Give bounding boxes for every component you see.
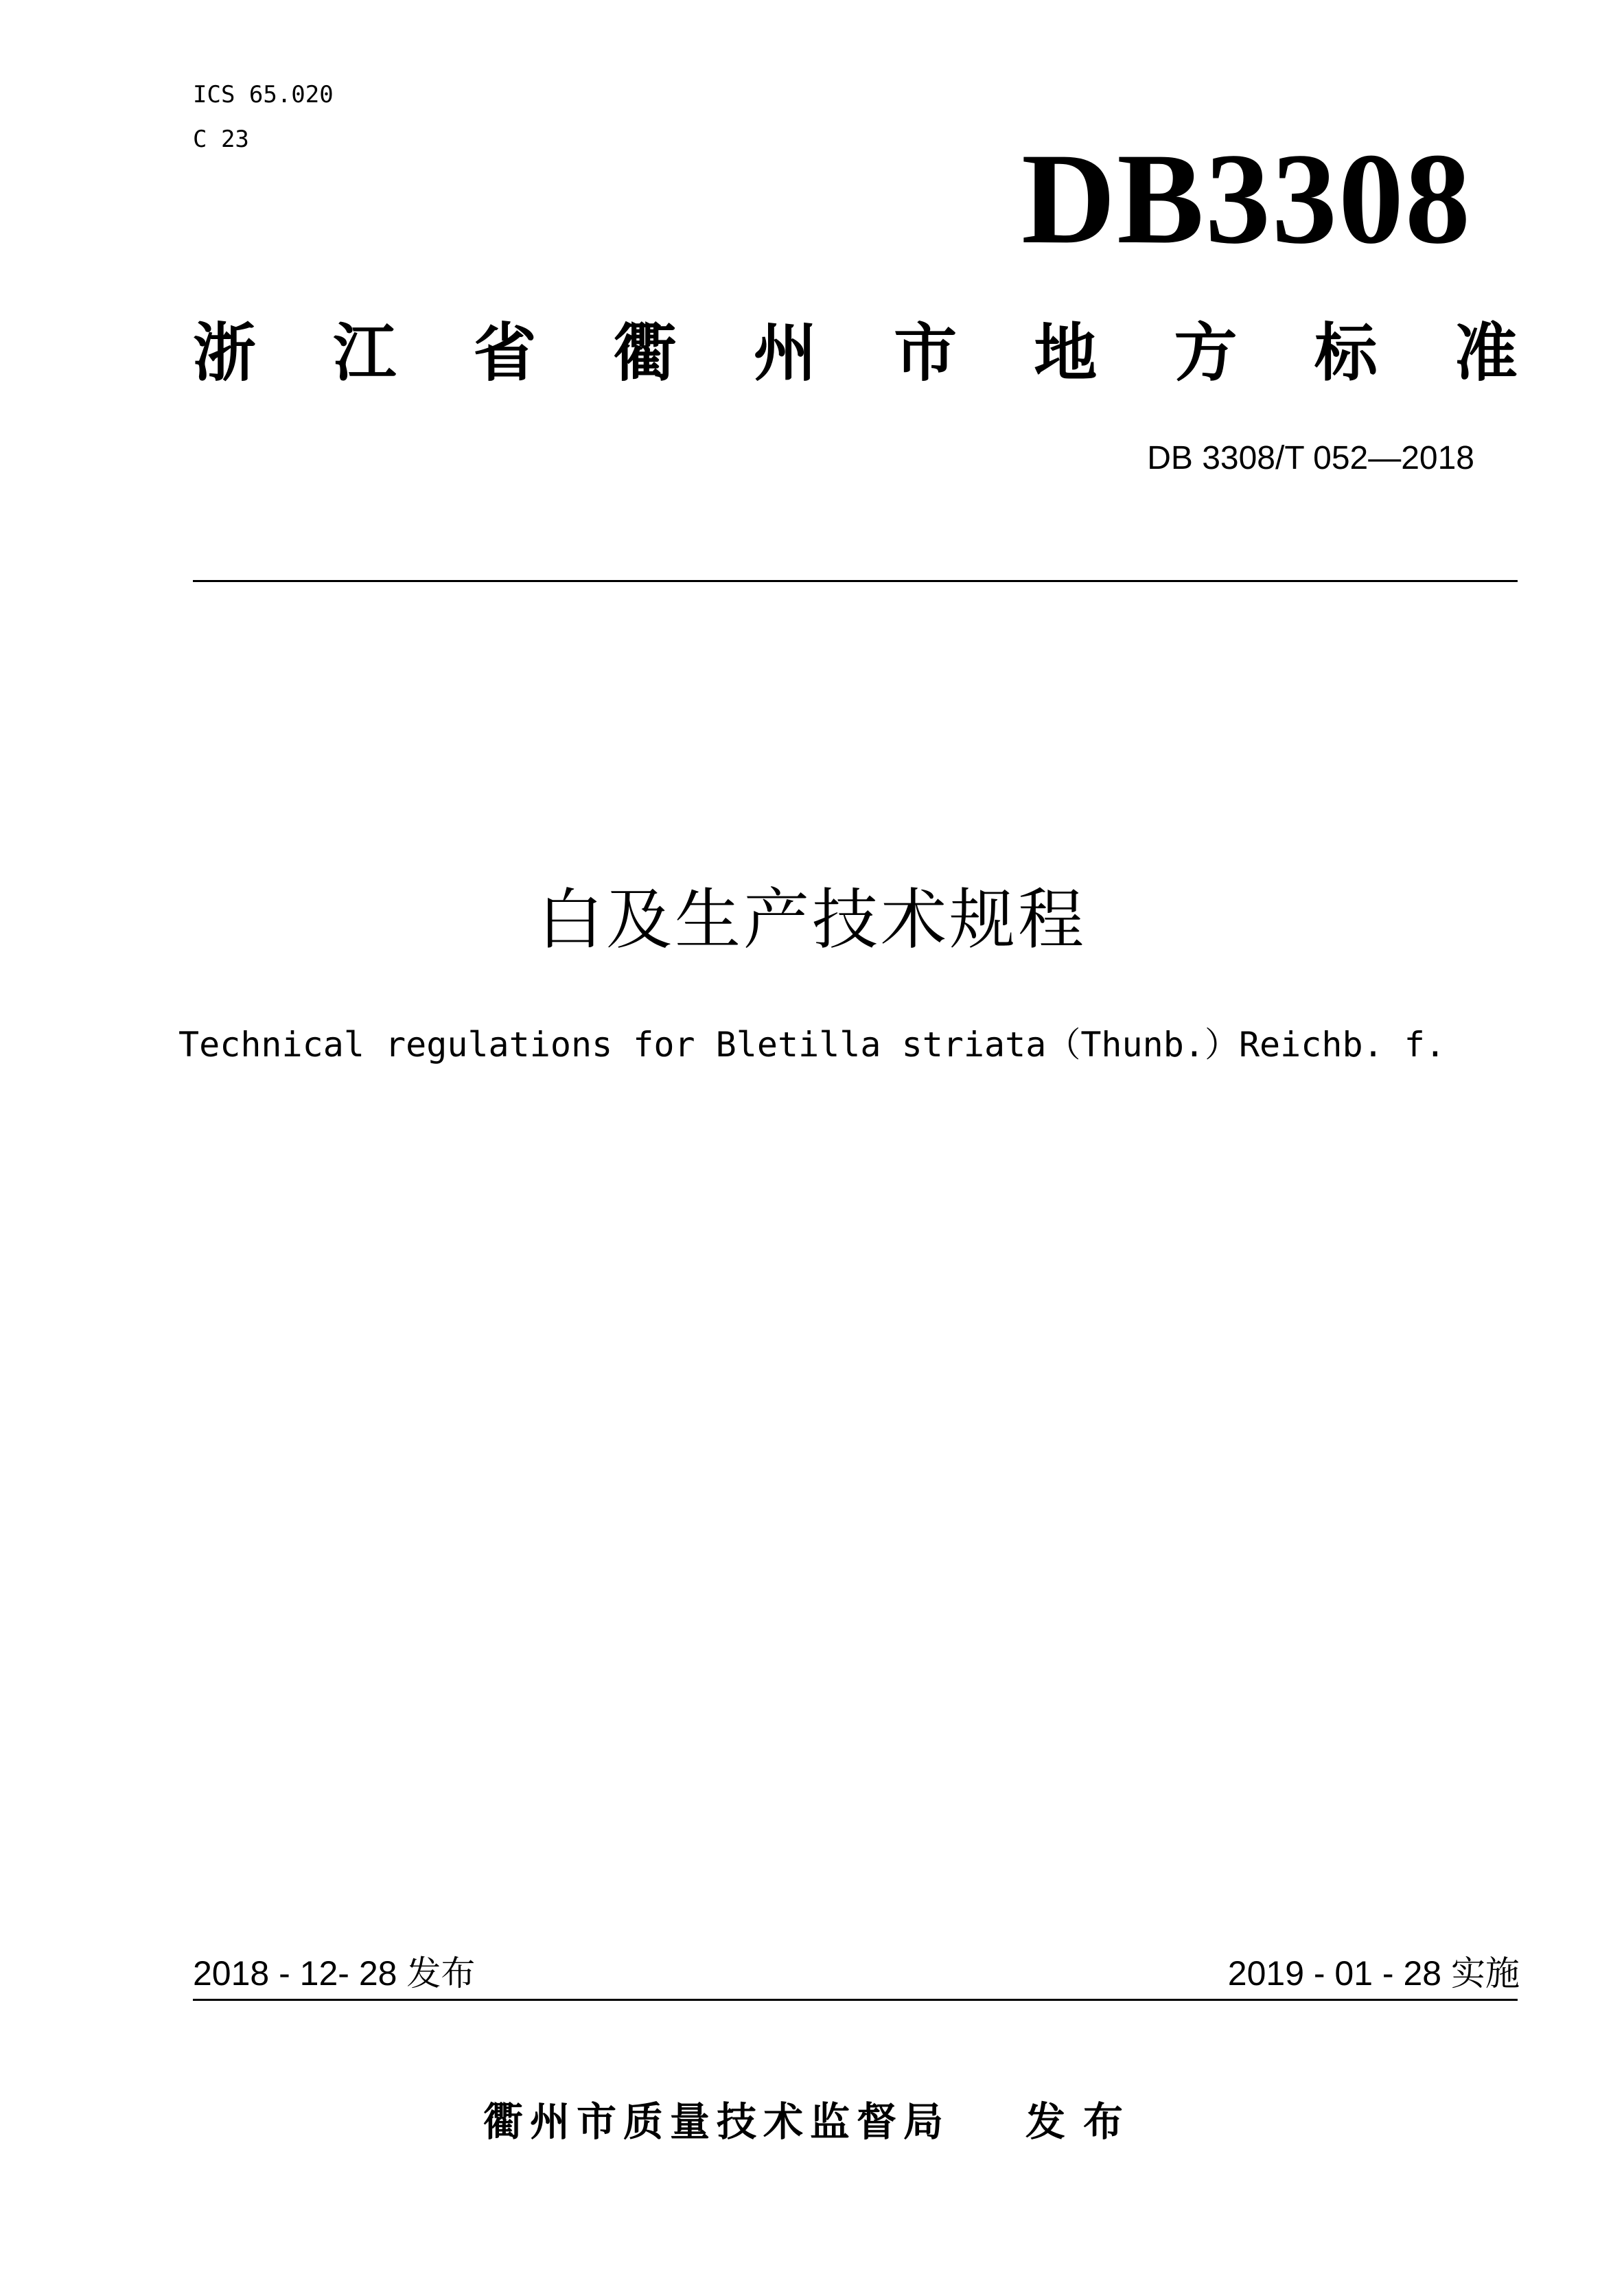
standard-type-char: 江 bbox=[333, 316, 397, 390]
standard-type-char: 方 bbox=[1174, 316, 1238, 390]
standard-type-char: 准 bbox=[1454, 316, 1518, 390]
standard-type-char: 地 bbox=[1034, 316, 1098, 390]
implementation-date: 2019 - 01 - 28 实施 bbox=[1227, 1954, 1520, 1993]
ccs-code: C 23 bbox=[193, 126, 249, 153]
title-chinese: 白及生产技术规程 bbox=[537, 881, 1087, 958]
standard-type-char: 州 bbox=[753, 316, 817, 390]
title-english: Technical regulations for Bletilla striata（Thunb.）Reichb. f. bbox=[178, 1025, 1446, 1065]
publisher-line bbox=[0, 2097, 1624, 2146]
standard-type-char: 标 bbox=[1314, 316, 1378, 390]
standard-type-heading bbox=[193, 316, 1518, 391]
ics-code: ICS 65.020 bbox=[193, 81, 334, 108]
standard-type-char: 省 bbox=[473, 316, 537, 390]
publisher-verb: 发布 bbox=[1025, 2098, 1141, 2145]
standard-type-char: 衢 bbox=[613, 316, 677, 390]
footer-divider bbox=[193, 1999, 1518, 2001]
issue-date: 2018 - 12- 28 发布 bbox=[193, 1954, 476, 1993]
standard-type-char: 浙 bbox=[193, 316, 257, 390]
standard-type-char: 市 bbox=[894, 316, 958, 390]
publisher-organization: 衢州市质量技术监督局 bbox=[483, 2098, 950, 2145]
standard-number: DB 3308/T 052—2018 bbox=[1147, 440, 1474, 476]
standard-code: DB3308 bbox=[1021, 127, 1472, 271]
header-divider bbox=[193, 580, 1518, 582]
